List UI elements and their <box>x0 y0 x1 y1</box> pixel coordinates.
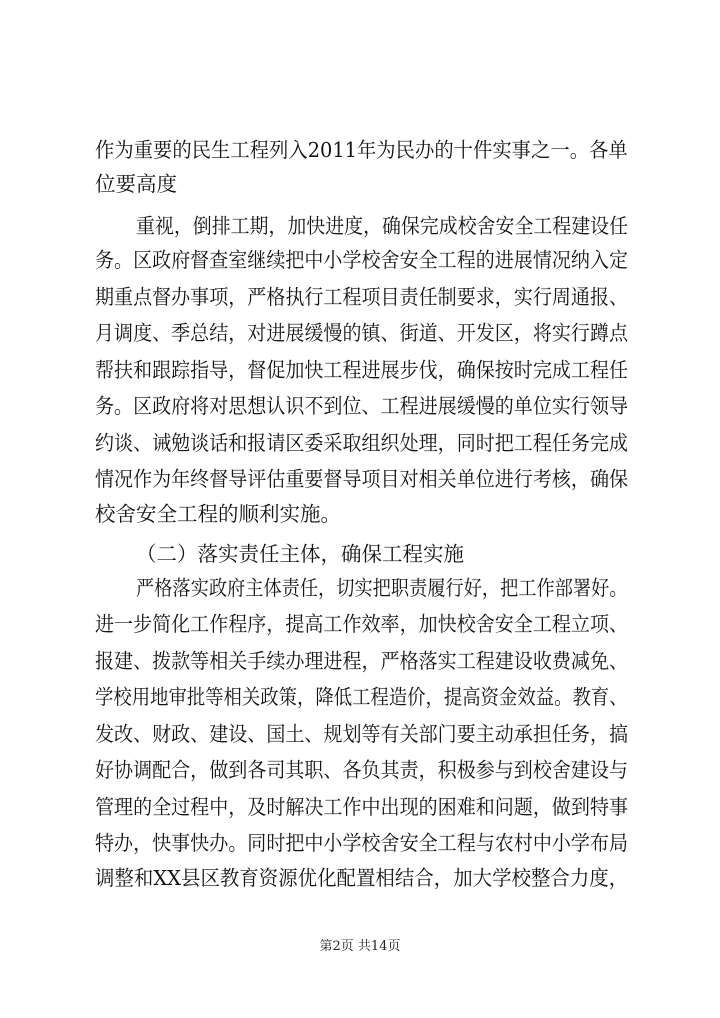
text-line: 进一步简化工作程序，提高工作效率，加快校舍安全工程立项、 <box>95 612 629 636</box>
text-line: 报建、拨款等相关手续办理进程，严格落实工程建设收费减免、 <box>95 649 629 673</box>
text-line: 务。区政府将对思想认识不到位、工程进展缓慢的单位实行领导 <box>95 394 629 418</box>
page-number-footer: 第2页 共14页 <box>319 939 401 954</box>
text-line: 学校用地审批等相关政策，降低工程造价，提高资金效益。教育、 <box>95 685 628 709</box>
text-line: 特办，快事快办。同时把中小学校舍安全工程与农村中小学布局 <box>95 831 629 855</box>
text-line: 管理的全过程中，及时解决工作中出现的困难和问题，做到特事 <box>95 795 629 819</box>
text-line: 帮扶和跟踪指导，督促加快工程进展步伐，确保按时完成工程任 <box>95 358 629 382</box>
text-line: 期重点督办事项，严格执行工程项目责任制要求，实行周通报、 <box>95 285 629 309</box>
text-line: 调整和XX县区教育资源优化配置相结合，加大学校整合力度， <box>95 866 629 890</box>
text-line: 发改、财政、建设、国土、规划等有关部门要主动承担任务，搞 <box>95 722 629 746</box>
text-line: 务。区政府督查室继续把中小学校舍安全工程的进展情况纳入定 <box>95 248 629 272</box>
text-line: 位要高度 <box>95 172 177 196</box>
text-line: 作为重要的民生工程列入2011年为民办的十件实事之一。各单 <box>95 138 628 162</box>
text-line: 好协调配合，做到各司其职、各负其责，积极参与到校舍建设与 <box>95 758 629 782</box>
text-line: 严格落实政府主体责任，切实把职责履行好，把工作部署好。 <box>136 576 628 600</box>
text-line: 情况作为年终督导评估重要督导项目对相关单位进行考核，确保 <box>95 467 629 491</box>
text-line: 约谈、诫勉谈话和报请区委采取组织处理，同时把工程任务完成 <box>95 431 629 455</box>
section-heading: （二）落实责任主体，确保工程实施 <box>136 542 464 566</box>
text-line: 校舍安全工程的顺利实施。 <box>95 502 341 526</box>
text-line: 重视，倒排工期，加快进度，确保完成校舍安全工程建设任 <box>136 214 629 238</box>
text-line: 月调度、季总结，对进展缓慢的镇、街道、开发区，将实行蹲点 <box>95 321 629 345</box>
